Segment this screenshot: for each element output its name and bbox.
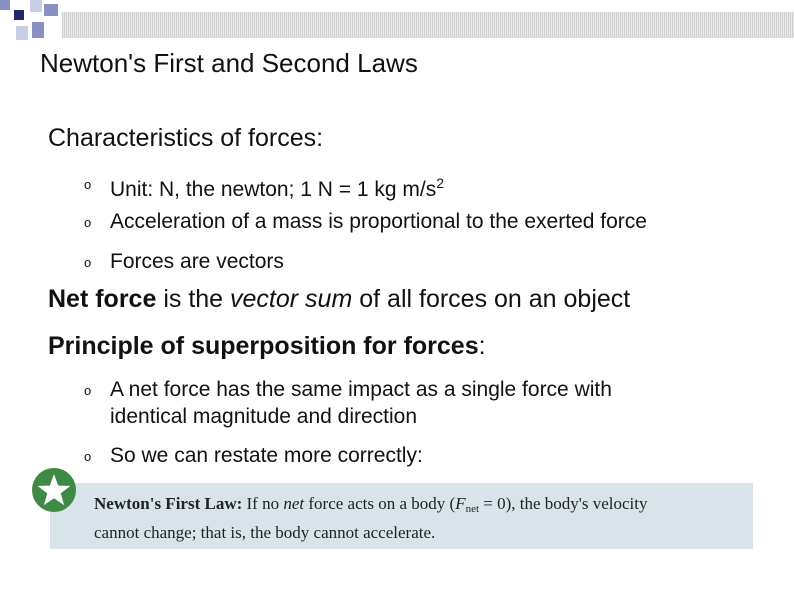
bullet-text-cont: identical magnitude and direction (110, 405, 418, 428)
law-part: If no (242, 494, 284, 513)
law-text (94, 492, 744, 544)
law-F: F (455, 494, 466, 513)
law-lead: Newton's First Law: (94, 494, 243, 513)
bullet-mark: o (84, 255, 92, 270)
law-part: = 0), the body's velocity (479, 494, 648, 513)
star-icon (31, 467, 77, 513)
net-force-mid: is the (156, 285, 231, 313)
bullet-mark: o (84, 383, 92, 398)
slide-title: Newton's First and Second Laws (40, 48, 418, 78)
bullet-mark: o (84, 449, 92, 464)
bullet-mark: o (84, 215, 92, 230)
deco-square (14, 10, 24, 20)
net-force-tail: of all forces on an object (352, 285, 631, 313)
principle-term: Principle of superposition for forces (48, 332, 479, 360)
net-force-emph: vector sum (230, 285, 353, 313)
heading-characteristics: Characteristics of forces: (48, 124, 324, 152)
net-force-term: Net force (48, 285, 157, 313)
law-sub: net (465, 503, 480, 515)
bullet-text: Unit: N, the newton; 1 N = 1 kg m/s (110, 178, 437, 201)
bullet-text: A net force has the same impact as a single force with (110, 378, 612, 401)
header-decoration (0, 0, 794, 48)
bullet-mark: o (84, 177, 92, 192)
bullet-text: So we can restate more correctly: (110, 444, 423, 467)
bullet-text: Forces are vectors (110, 250, 284, 273)
net-force-line (48, 285, 630, 314)
principle-tail: : (478, 332, 486, 360)
header-bar (62, 12, 794, 38)
principle-line (48, 332, 486, 361)
law-part: force acts on a body ( (304, 494, 456, 513)
deco-square (32, 22, 44, 38)
deco-square (30, 0, 42, 12)
law-net: net (283, 494, 305, 513)
superscript: 2 (436, 175, 445, 191)
law-line2: cannot change; that is, the body cannot accelerate. (94, 523, 436, 542)
bullet-text: Acceleration of a mass is proportional to the exerted force (110, 210, 647, 233)
deco-square (44, 4, 58, 16)
deco-square (16, 26, 28, 40)
deco-square (0, 0, 10, 10)
